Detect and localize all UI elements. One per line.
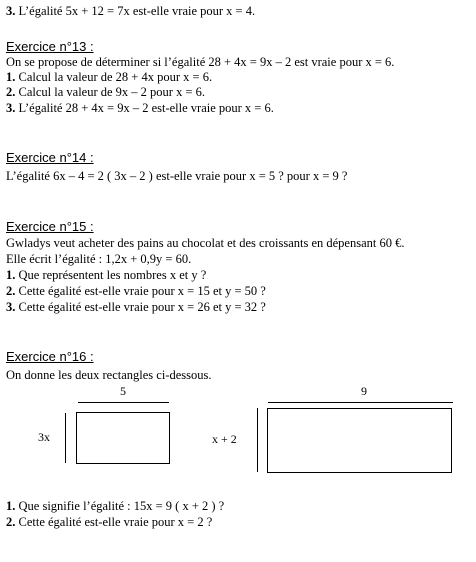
rect1-height-line [65, 413, 66, 463]
question-number: 2. [6, 515, 16, 529]
rect1-height-label: 3x [38, 430, 50, 444]
exercise-15-intro: Gwladys veut acheter des pains au chocolat et des croissants en dépensant 60 €. [6, 236, 405, 250]
question-text: Calcul la valeur de 9x – 2 pour x = 6. [18, 85, 206, 99]
question-number: 1. [6, 70, 16, 84]
question-text: Que représentent les nombres x et y ? [18, 268, 207, 282]
question-number: 2. [6, 284, 16, 298]
exercise-16-question-1 [6, 499, 224, 513]
question-number: 3. [6, 4, 16, 18]
exercise-14-title: Exercice n°14 : [6, 150, 94, 165]
exercise-15-title: Exercice n°15 : [6, 219, 94, 234]
rectangle-2 [267, 408, 452, 473]
question-number: 3. [6, 101, 16, 115]
exercise-14-text: L’égalité 6x – 4 = 2 ( 3x – 2 ) est-elle vraie pour x = 5 ? pour x = 9 ? [6, 169, 348, 183]
exercise-16-question-2 [6, 515, 212, 529]
question-number: 2. [6, 85, 16, 99]
exercise-15-intro-2: Elle écrit l’égalité : 1,2x + 0,9y = 60. [6, 252, 192, 266]
question-text: L’égalité 5x + 12 = 7x est-elle vraie pour x = 4. [18, 4, 256, 18]
exercise-13-title: Exercice n°13 : [6, 39, 94, 54]
rect2-width-label: 9 [361, 384, 367, 398]
rect1-width-line [78, 402, 169, 403]
exercise-15-question-1 [6, 268, 206, 282]
rect2-width-line [268, 402, 453, 403]
question-text: Cette égalité est-elle vraie pour x = 26 et y = 32 ? [18, 300, 266, 314]
exercise-13-intro: On se propose de déterminer si l’égalité 28 + 4x = 9x – 2 est vraie pour x = 6. [6, 55, 395, 69]
rect1-width-label: 5 [120, 384, 126, 398]
rect2-height-label: x + 2 [212, 432, 237, 446]
exercise-16-title: Exercice n°16 : [6, 349, 94, 364]
question-text: Cette égalité est-elle vraie pour x = 2 ? [18, 515, 213, 529]
exercise-13-question-3 [6, 101, 274, 115]
exercise-13-question-2 [6, 85, 205, 99]
exercise-15-question-2 [6, 284, 266, 298]
question-text: L’égalité 28 + 4x = 9x – 2 est-elle vraie pour x = 6. [18, 101, 274, 115]
question-3-line [6, 4, 255, 18]
question-number: 1. [6, 499, 16, 513]
question-text: Calcul la valeur de 28 + 4x pour x = 6. [18, 70, 213, 84]
question-text: Cette égalité est-elle vraie pour x = 15 et y = 50 ? [18, 284, 266, 298]
question-number: 3. [6, 300, 16, 314]
question-text: Que signifie l’égalité : 15x = 9 ( x + 2 ) ? [18, 499, 225, 513]
exercise-15-question-3 [6, 300, 266, 314]
exercise-13-question-1 [6, 70, 212, 84]
exercise-16-intro: On donne les deux rectangles ci-dessous. [6, 368, 212, 382]
question-number: 1. [6, 268, 16, 282]
rectangle-1 [76, 412, 170, 464]
rect2-height-line [257, 408, 258, 472]
